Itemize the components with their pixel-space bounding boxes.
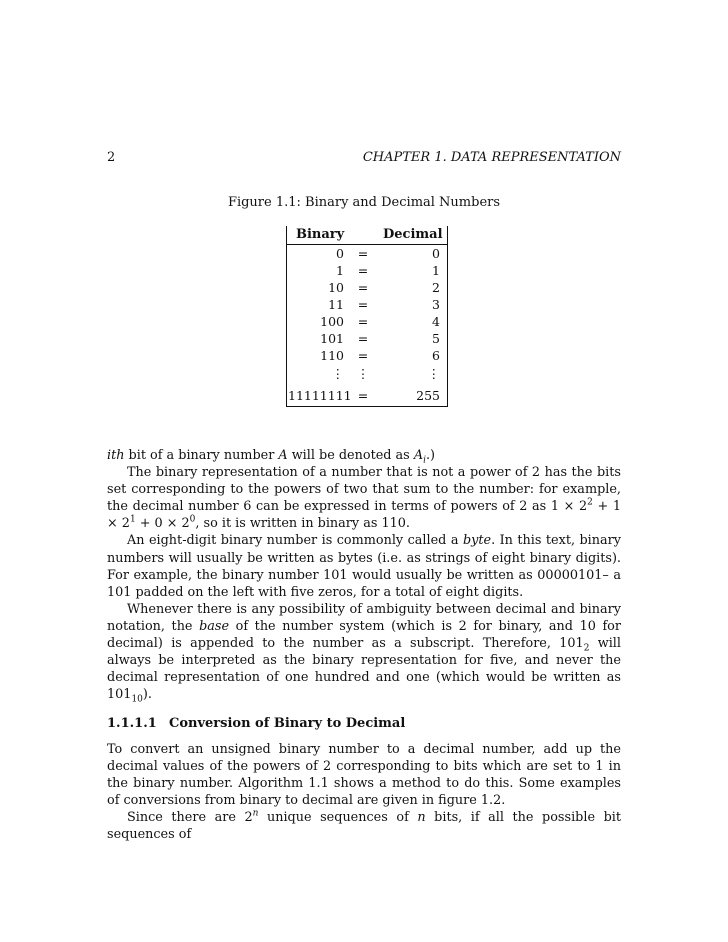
column-header-decimal: Decimal [383,227,443,242]
text: + 1 × 2 [107,499,621,532]
section-title: Conversion of Binary to Decimal [169,716,406,732]
table-header-rule [286,244,448,245]
table-cell-decimal: 2 [432,280,440,295]
paragraph [107,447,621,464]
text: ). [142,687,152,703]
column-header-binary: Binary [296,227,345,242]
paragraph: To convert an unsigned binary number to a decimal number, add up the decimal values of the powers of 2 corresponding to bits which are set to 1 in the binary number. Algorithm 1.1 shows a method to do this. Some examples of conversions from binary to decimal are given in figure 1.2. [107,741,621,808]
math-var: A [413,448,424,463]
table-cell-eq: = [357,388,369,403]
running-header: CHAPTER 1. DATA REPRESENTATION [362,150,621,165]
math-exponent: n [252,808,259,819]
subscript: 2 [583,643,590,654]
text: . In this text, binary numbers will usually be written as bytes (i.e. as strings of eight binary digits). For example, the binary number 101 would usually be written as 00000101– a 101 padded on the left with five zeros, for a total of eight digits. [107,533,621,600]
text: unique sequences of [258,809,418,825]
math-var: A [278,448,288,463]
table-cell-eq: = [357,263,369,278]
table-cell-eq: = [357,314,369,329]
paragraph [107,809,621,843]
math-subscript: i [423,455,426,466]
text: will be denoted as [287,448,414,463]
table-cell-decimal: 5 [432,331,440,346]
table-cell-binary: 100 [320,314,344,329]
figure-caption: Figure 1.1: Binary and Decimal Numbers [227,195,501,210]
body-text [107,447,621,843]
text: bits, if all the possible bit sequences of [107,809,622,842]
table-cell-binary: 110 [320,348,344,363]
table-cell-binary: 10 [328,280,344,295]
section-heading [107,715,621,732]
text: of the number system (which is 2 for binary, and 10 for decimal) is appended to the number as a subscript. Therefore, 101 [107,618,621,652]
text: The binary representation of a number that is not a power of 2 has the bits set corresponding to the powers of two that sum to the number: for example, the decimal number 6 can be expressed in terms of powers of 2 as 1 × 2 [107,465,621,515]
text: + 0 × 2 [135,516,190,532]
table-cell-binary: 101 [320,331,344,346]
table-cell-eq: = [357,297,369,312]
table-cell-decimal: 1 [432,263,440,278]
text: will always be interpreted as the binary representation for five, and never the decimal representation of one hundred and one (which would be written as 101 [107,636,621,703]
page-number: 2 [107,150,116,165]
table-cell-decimal: 255 [416,388,440,403]
italic-text: byte [462,533,492,549]
table-cell-binary: 0 [336,246,344,261]
subscript: 10 [131,694,143,705]
section-number: 1.1.1.1 [107,716,157,732]
table-cell-eq: = [357,280,369,295]
italic-text: base [199,618,230,634]
table-cell-decimal: 4 [432,314,440,329]
text: Since there are 2 [127,809,253,825]
table-cell-decimal: 6 [432,348,440,363]
table-cell-eq: ⋮ [356,366,370,381]
table-cell-decimal: ⋮ [427,366,440,381]
math-var: n [417,809,426,825]
table-cell-binary: ⋮ [331,366,344,381]
italic-text: ith [107,448,125,463]
paragraph [107,464,621,532]
exponent: 0 [189,515,196,526]
exponent: 1 [129,515,136,526]
table-cell-decimal: 3 [432,297,440,312]
exponent: 2 [587,498,593,509]
paragraph [107,532,621,600]
text: An eight-digit binary number is commonly called a [127,533,463,549]
text: , so it is written in binary as 110. [195,516,410,532]
table-cell-eq: = [357,348,369,363]
table-cell-binary: 1 [336,263,344,278]
paragraph [107,601,621,704]
text: bit of a binary number [124,448,279,463]
table-cell-decimal: 0 [432,246,440,261]
table-cell-binary: 11 [328,297,344,312]
text: .) [425,448,436,463]
text: Whenever there is any possibility of ambiguity between decimal and binary notation, the [107,601,621,634]
table-cell-eq: = [357,331,369,346]
table-cell-eq: = [357,246,369,261]
table-cell-binary: 11111111 [288,388,352,403]
